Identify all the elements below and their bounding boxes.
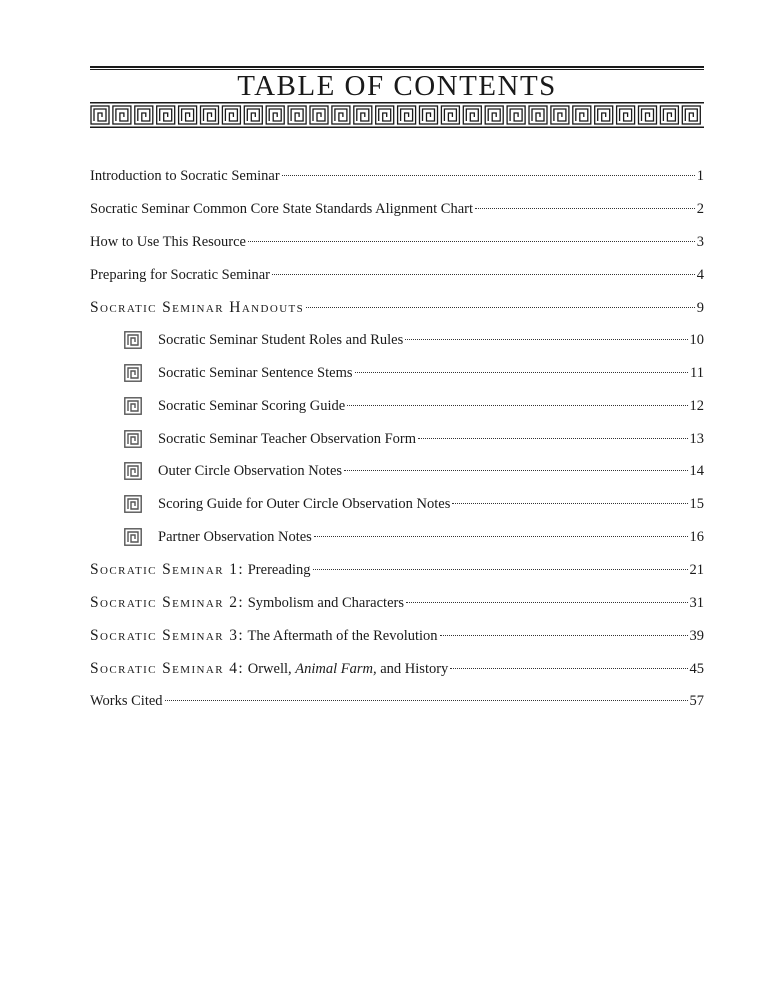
page-title: TABLE OF CONTENTS [237,70,557,102]
toc-subentry[interactable]: Socratic Seminar Scoring Guide 12 [124,394,704,418]
greek-key-bullet-icon [124,397,142,415]
greek-key-bullet-icon [124,462,142,480]
toc-entry-works-cited[interactable]: Works Cited 57 [90,693,704,709]
greek-key-bullet-icon [124,331,142,349]
dot-leader [450,668,687,669]
dot-leader [306,307,695,308]
dot-leader [452,503,687,504]
dot-leader [282,175,695,176]
dot-leader [406,602,688,603]
dot-leader [475,208,695,209]
dot-leader [418,438,687,439]
toc-section-seminar-4[interactable]: Socratic Seminar 4: Orwell, Animal Farm, and History 45 [90,660,704,677]
dot-leader [313,569,688,570]
toc-subentry[interactable]: Socratic Seminar Teacher Observation Form 13 [124,427,704,451]
dot-leader [314,536,688,537]
toc-subentry[interactable]: Socratic Seminar Student Roles and Rules 10 [124,328,704,352]
toc-section-handouts[interactable]: Socratic Seminar Handouts 9 [90,299,704,316]
dot-leader [355,372,689,373]
dot-leader [165,700,688,701]
dot-leader [405,339,687,340]
toc-entry[interactable]: How to Use This Resource 3 [90,234,704,250]
toc-entry[interactable]: Socratic Seminar Common Core State Standards Alignment Chart 2 [90,201,704,217]
dot-leader [440,635,688,636]
dot-leader [347,405,687,406]
toc-subentry[interactable]: Outer Circle Observation Notes 14 [124,459,704,483]
dot-leader [272,274,695,275]
greek-key-border [90,102,704,128]
toc-subentry[interactable]: Socratic Seminar Sentence Stems 11 [124,361,704,385]
toc-section-seminar-3[interactable]: Socratic Seminar 3: The Aftermath of the Revolution 39 [90,627,704,644]
toc-subentry[interactable]: Scoring Guide for Outer Circle Observation Notes 15 [124,492,704,516]
toc-entry[interactable]: Preparing for Socratic Seminar 4 [90,267,704,283]
greek-key-bullet-icon [124,495,142,513]
toc-section-seminar-1[interactable]: Socratic Seminar 1: Prereading 21 [90,561,704,578]
dot-leader [248,241,695,242]
greek-key-bullet-icon [124,364,142,382]
dot-leader [344,470,687,471]
toc-subentry[interactable]: Partner Observation Notes 16 [124,525,704,549]
greek-key-bullet-icon [124,430,142,448]
greek-key-bullet-icon [124,528,142,546]
toc-section-seminar-2[interactable]: Socratic Seminar 2: Symbolism and Characters 31 [90,594,704,611]
toc-entry[interactable]: Introduction to Socratic Seminar 1 [90,168,704,184]
header-rule [90,66,704,68]
